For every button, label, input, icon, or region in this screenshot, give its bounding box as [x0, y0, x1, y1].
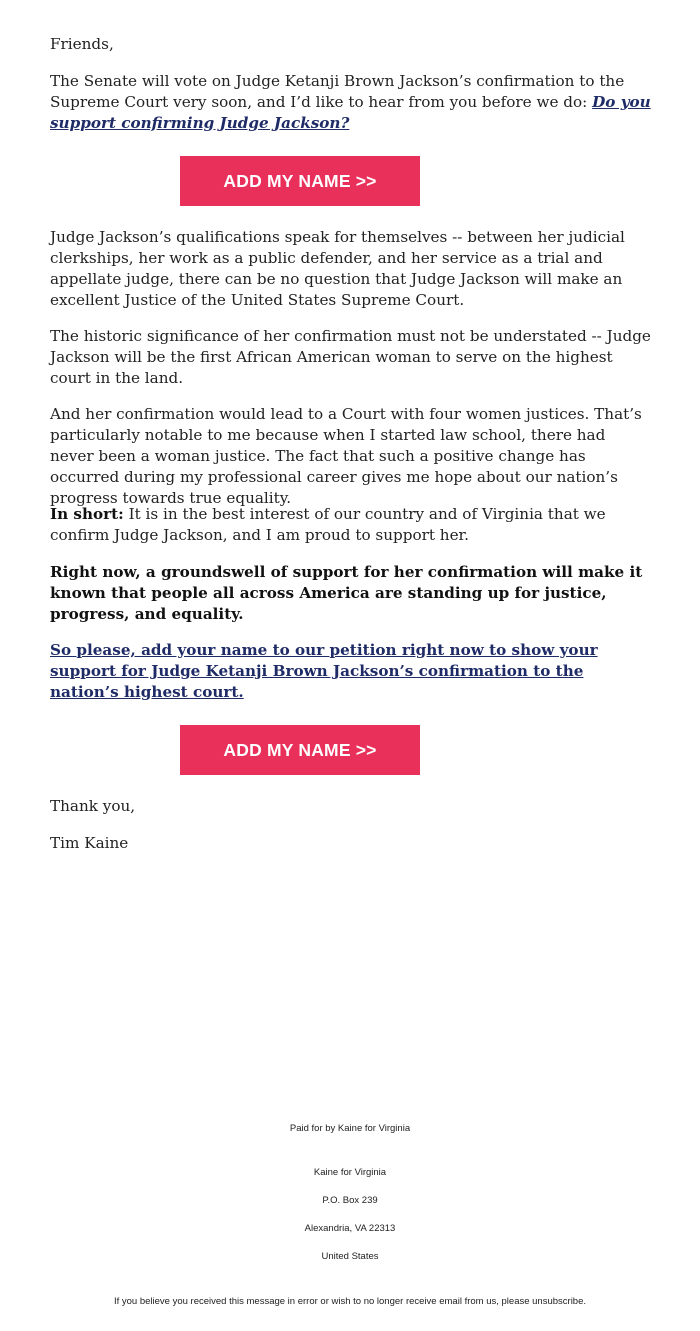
- closing-thanks: Thank you,: [50, 797, 136, 815]
- footer-city: Alexandria, VA 22313: [304, 1223, 396, 1234]
- groundswell-paragraph: Right now, a groundswell of support for her confirmation will make it known that people all across America are standing up for justice, progress, and equality.: [50, 563, 643, 623]
- footer-po-box: P.O. Box 239: [322, 1195, 378, 1206]
- petition-link[interactable]: So please, add your name to our petition right now to show your support for Judge Ketanji Brown Jackson’s confirmation to the nation’s highest court.: [50, 641, 598, 701]
- footer-unsubscribe[interactable]: If you believe you received this message in error or wish to no longer receive email from us, please unsubscribe.: [113, 1296, 587, 1307]
- support-question-link[interactable]: Do you support confirming Judge Jackson?: [50, 93, 651, 132]
- intro-text: The Senate will vote on Judge Ketanji Brown Jackson’s confirmation to the Supreme Court very soon, and I’d like to hear from you before we do:: [50, 72, 625, 111]
- in-short-text: It is in the best interest of our country and of Virginia that we confirm Judge Jackson, and I am proud to support her.: [50, 505, 606, 544]
- in-short-label: In short:: [50, 505, 124, 523]
- in-short-paragraph: [50, 504, 652, 546]
- greeting: Friends,: [50, 35, 114, 53]
- add-my-name-button-bottom[interactable]: ADD MY NAME >>: [180, 725, 420, 775]
- signature: Tim Kaine: [50, 834, 129, 852]
- intro-paragraph: [50, 71, 652, 134]
- footer-paid-for: Paid for by Kaine for Virginia: [289, 1123, 411, 1134]
- footer-org: Kaine for Virginia: [313, 1167, 387, 1178]
- petition-paragraph: [50, 640, 652, 703]
- qualifications-paragraph: Judge Jackson’s qualifications speak for themselves -- between her judicial clerkships, her work as a public defender, and her service as a trial and appellate judge, there can be no question that Judge Jackson will make an excellent Justice of the United States Supreme Court.: [50, 228, 625, 309]
- add-my-name-button-top[interactable]: ADD MY NAME >>: [180, 156, 420, 206]
- significance-paragraph: The historic significance of her confirmation must not be understated -- Judge Jackson will be the first African American woman to serve on the highest court in the land.: [50, 327, 651, 387]
- four-women-paragraph: And her confirmation would lead to a Court with four women justices. That’s particularly notable to me because when I started law school, there had never been a woman justice. The fact that such a positive change has occurred during my professional career gives me hope about our nation’s progress towards true equality.: [50, 405, 642, 507]
- footer-country: United States: [321, 1251, 379, 1262]
